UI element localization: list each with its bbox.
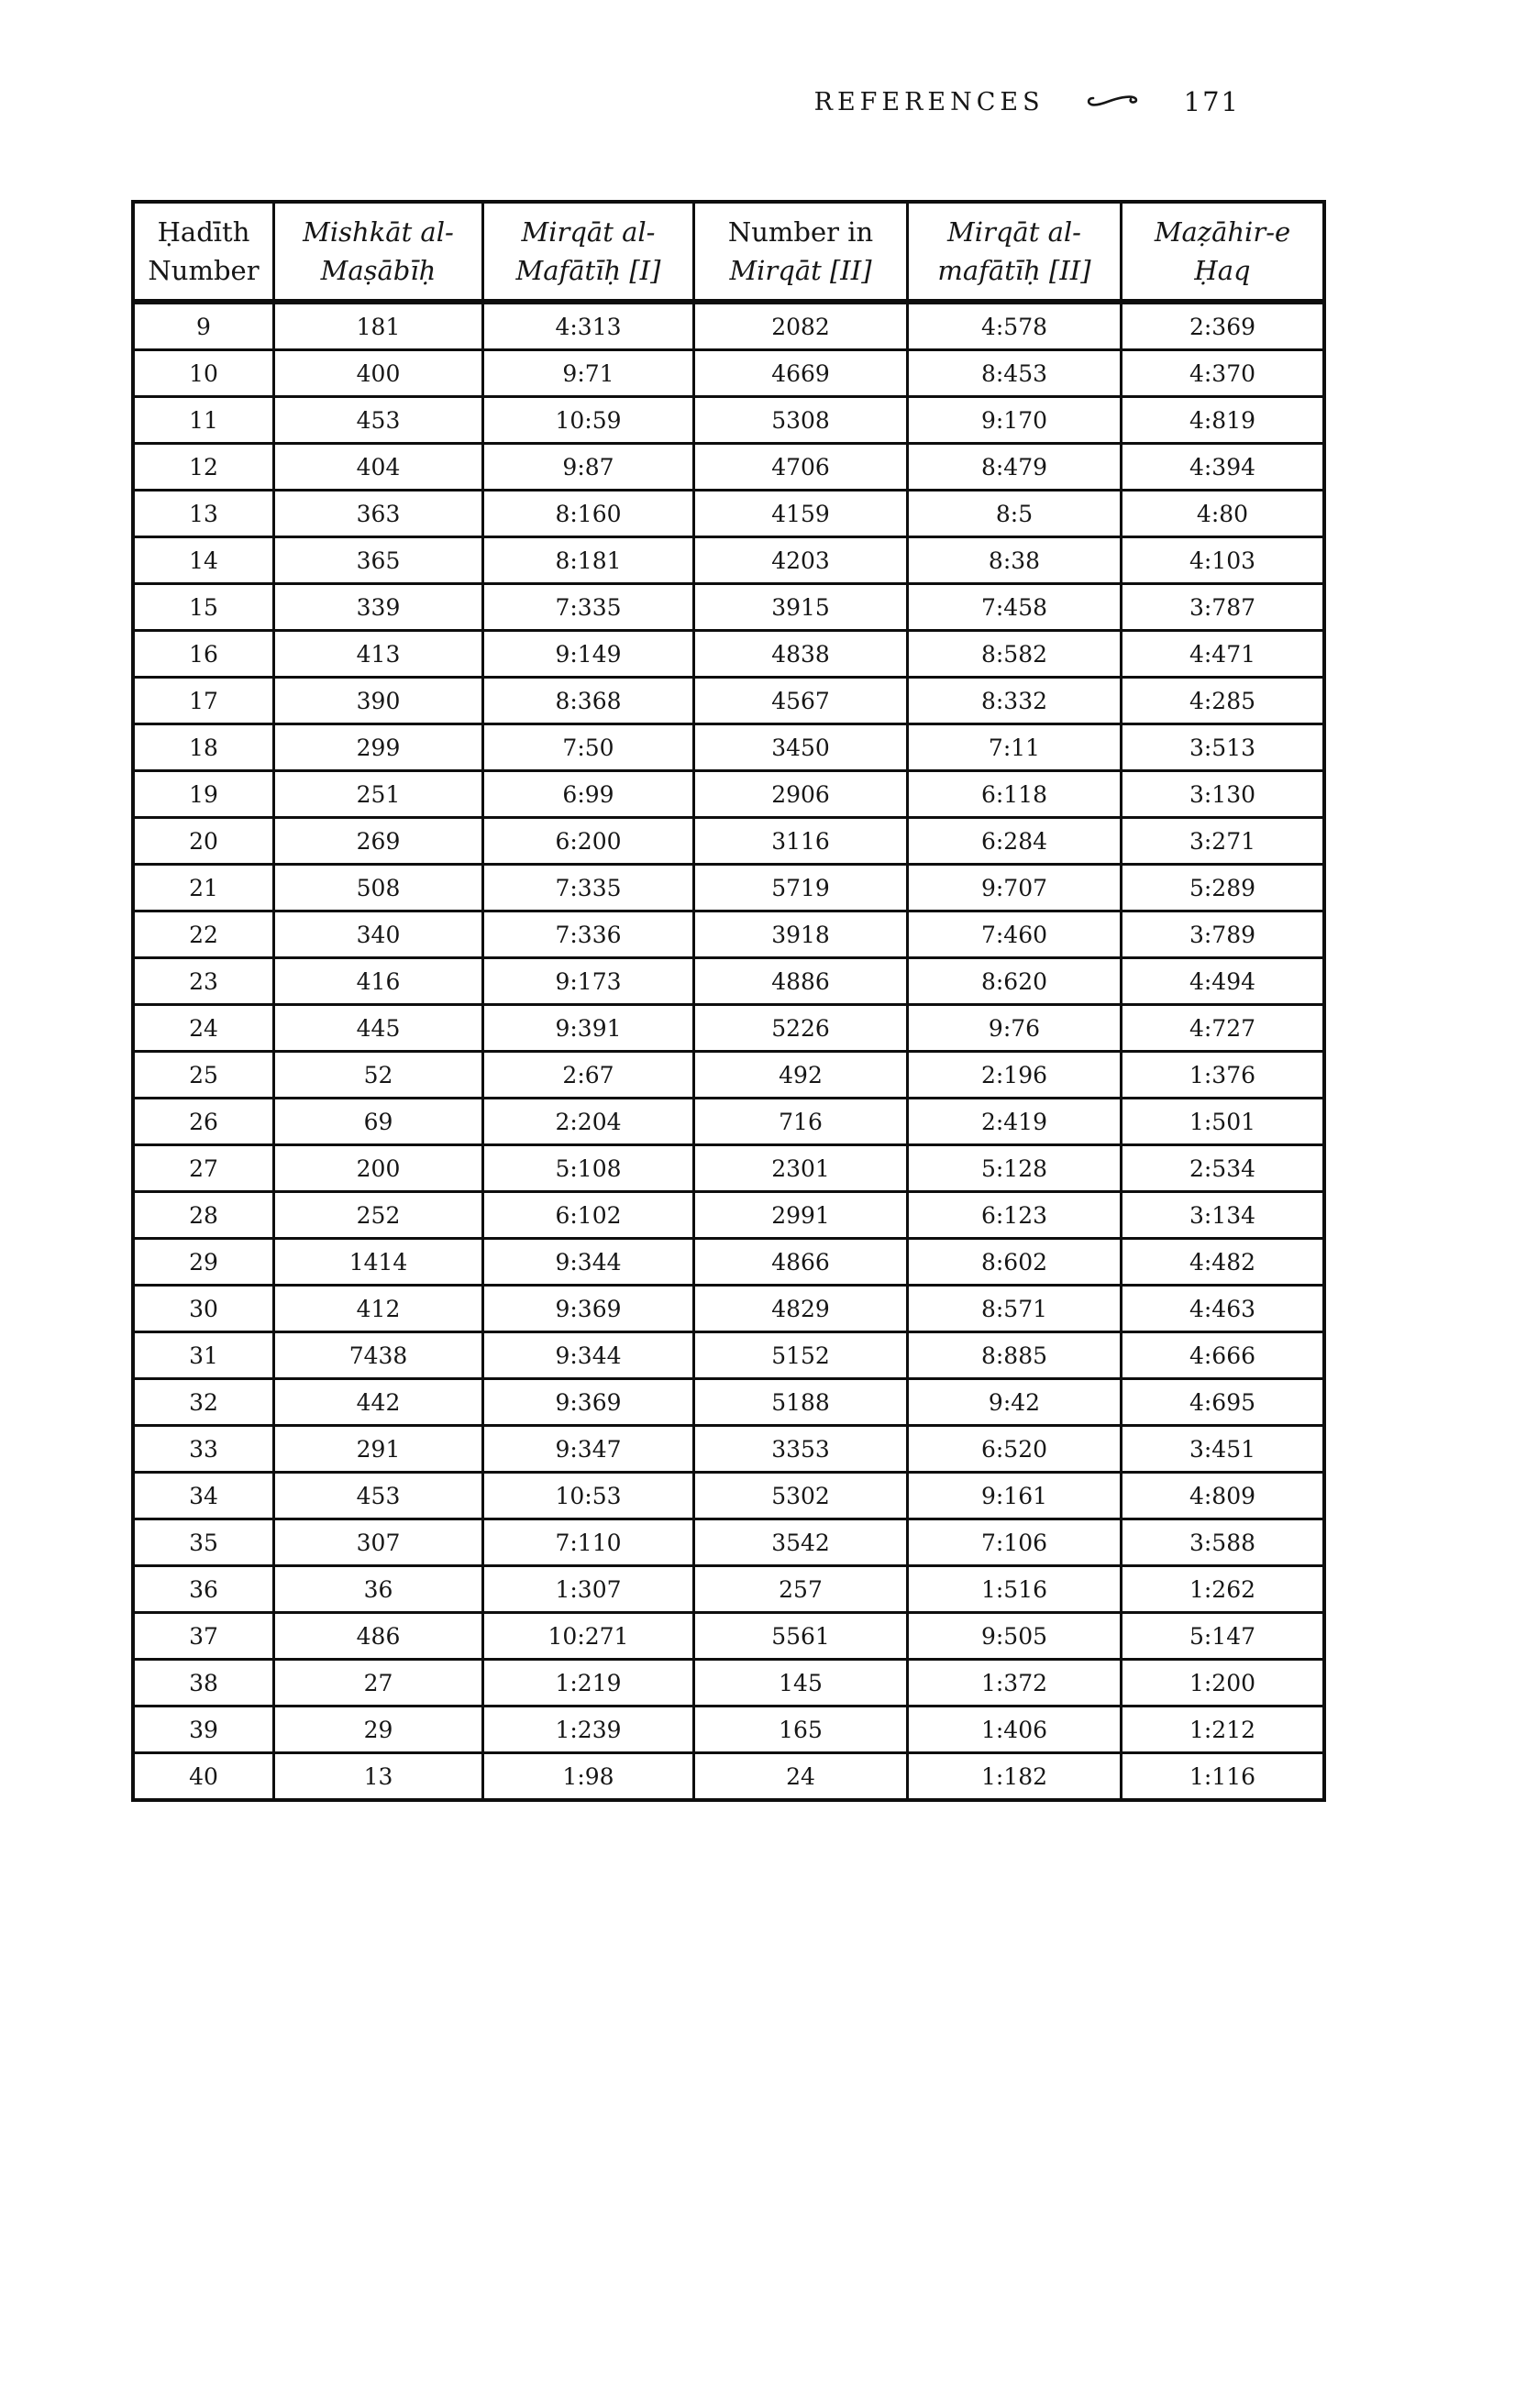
reference-cell: 3:130 <box>1122 771 1325 818</box>
reference-cell: 4:103 <box>1122 537 1325 584</box>
reference-cell: 69 <box>274 1099 483 1145</box>
reference-cell: 1:372 <box>908 1660 1122 1707</box>
reference-cell: 4866 <box>694 1239 908 1286</box>
reference-cell: 251 <box>274 771 483 818</box>
table-row <box>133 1099 1324 1145</box>
hadith-number-cell: 29 <box>133 1239 274 1286</box>
reference-cell: 4:819 <box>1122 397 1325 444</box>
reference-cell: 8:5 <box>908 491 1122 537</box>
reference-cell: 5719 <box>694 865 908 911</box>
column-header-line: Mishkāt al- <box>303 216 454 248</box>
column-header-5 <box>908 202 1122 302</box>
reference-cell: 4829 <box>694 1286 908 1332</box>
reference-cell: 7:110 <box>483 1519 694 1566</box>
hadith-number-cell: 31 <box>133 1332 274 1379</box>
column-header-line: Mafātīḥ [I] <box>515 255 661 286</box>
hadith-number-cell: 40 <box>133 1753 274 1801</box>
table-row <box>133 1239 1324 1286</box>
table-row <box>133 1426 1324 1473</box>
hadith-number-cell: 26 <box>133 1099 274 1145</box>
hadith-number-cell: 9 <box>133 302 274 350</box>
swash-ornament-icon <box>1085 90 1140 114</box>
table-row <box>133 1052 1324 1099</box>
reference-cell: 508 <box>274 865 483 911</box>
reference-cell: 416 <box>274 958 483 1005</box>
reference-cell: 145 <box>694 1660 908 1707</box>
table-row <box>133 631 1324 678</box>
reference-cell: 269 <box>274 818 483 865</box>
hadith-number-cell: 28 <box>133 1192 274 1239</box>
hadith-number-cell: 14 <box>133 537 274 584</box>
reference-cell: 9:161 <box>908 1473 1122 1519</box>
reference-cell: 9:344 <box>483 1239 694 1286</box>
reference-cell: 2:204 <box>483 1099 694 1145</box>
reference-cell: 9:347 <box>483 1426 694 1473</box>
reference-cell: 8:479 <box>908 444 1122 491</box>
column-header-line: Ḥaq <box>1194 255 1251 286</box>
reference-cell: 2991 <box>694 1192 908 1239</box>
reference-cell: 6:284 <box>908 818 1122 865</box>
reference-cell: 5188 <box>694 1379 908 1426</box>
reference-cell: 2906 <box>694 771 908 818</box>
hadith-number-cell: 20 <box>133 818 274 865</box>
hadith-number-cell: 35 <box>133 1519 274 1566</box>
reference-cell: 404 <box>274 444 483 491</box>
reference-cell: 8:602 <box>908 1239 1122 1286</box>
reference-cell: 4:494 <box>1122 958 1325 1005</box>
table-row <box>133 1145 1324 1192</box>
table-row <box>133 1566 1324 1613</box>
hadith-number-cell: 33 <box>133 1426 274 1473</box>
reference-cell: 8:160 <box>483 491 694 537</box>
reference-cell: 6:102 <box>483 1192 694 1239</box>
reference-cell: 1:200 <box>1122 1660 1325 1707</box>
reference-cell: 8:368 <box>483 678 694 724</box>
reference-cell: 5308 <box>694 397 908 444</box>
column-header-line: Mirqāt al- <box>521 216 656 248</box>
reference-cell: 29 <box>274 1707 483 1753</box>
hadith-number-cell: 15 <box>133 584 274 631</box>
reference-cell: 8:38 <box>908 537 1122 584</box>
table-row <box>133 302 1324 350</box>
running-head-title: REFERENCES <box>813 87 1045 116</box>
column-header-line: mafātīḥ [II] <box>937 255 1091 286</box>
hadith-number-cell: 13 <box>133 491 274 537</box>
reference-cell: 3:451 <box>1122 1426 1325 1473</box>
reference-cell: 1:219 <box>483 1660 694 1707</box>
reference-cell: 1:406 <box>908 1707 1122 1753</box>
reference-cell: 1:239 <box>483 1707 694 1753</box>
table-row <box>133 1192 1324 1239</box>
column-header-line: Mirqāt [II] <box>729 255 872 286</box>
reference-cell: 7438 <box>274 1332 483 1379</box>
column-header-1 <box>133 202 274 302</box>
reference-cell: 5:128 <box>908 1145 1122 1192</box>
reference-cell: 1:262 <box>1122 1566 1325 1613</box>
column-header-line: Ḥadīth <box>157 216 250 248</box>
reference-cell: 412 <box>274 1286 483 1332</box>
table-row <box>133 771 1324 818</box>
reference-cell: 3116 <box>694 818 908 865</box>
reference-cell: 2:369 <box>1122 302 1325 350</box>
table-row <box>133 1753 1324 1801</box>
hadith-number-cell: 19 <box>133 771 274 818</box>
reference-cell: 3918 <box>694 911 908 958</box>
hadith-number-cell: 10 <box>133 350 274 397</box>
column-header-line: Mirqāt al- <box>947 216 1081 248</box>
reference-cell: 200 <box>274 1145 483 1192</box>
reference-cell: 1:501 <box>1122 1099 1325 1145</box>
reference-cell: 445 <box>274 1005 483 1052</box>
reference-cell: 1:182 <box>908 1753 1122 1801</box>
reference-cell: 6:99 <box>483 771 694 818</box>
reference-cell: 4:695 <box>1122 1379 1325 1426</box>
table-row <box>133 444 1324 491</box>
reference-cell: 1:516 <box>908 1566 1122 1613</box>
table-row <box>133 1332 1324 1379</box>
reference-cell: 453 <box>274 1473 483 1519</box>
reference-cell: 9:505 <box>908 1613 1122 1660</box>
header-row <box>133 202 1324 302</box>
reference-cell: 4:578 <box>908 302 1122 350</box>
table-row <box>133 958 1324 1005</box>
reference-cell: 9:71 <box>483 350 694 397</box>
reference-cell: 8:620 <box>908 958 1122 1005</box>
reference-cell: 1:212 <box>1122 1707 1325 1753</box>
column-header-6 <box>1122 202 1325 302</box>
reference-cell: 339 <box>274 584 483 631</box>
table-row <box>133 911 1324 958</box>
table-row <box>133 397 1324 444</box>
reference-cell: 3542 <box>694 1519 908 1566</box>
reference-cell: 1:307 <box>483 1566 694 1613</box>
reference-cell: 7:460 <box>908 911 1122 958</box>
reference-cell: 1414 <box>274 1239 483 1286</box>
reference-cell: 7:11 <box>908 724 1122 771</box>
hadith-number-cell: 37 <box>133 1613 274 1660</box>
hadith-number-cell: 18 <box>133 724 274 771</box>
reference-cell: 4:666 <box>1122 1332 1325 1379</box>
reference-cell: 3:134 <box>1122 1192 1325 1239</box>
table-row <box>133 350 1324 397</box>
reference-cell: 36 <box>274 1566 483 1613</box>
hadith-number-cell: 25 <box>133 1052 274 1099</box>
reference-cell: 3450 <box>694 724 908 771</box>
reference-cell: 4:471 <box>1122 631 1325 678</box>
table-row <box>133 1519 1324 1566</box>
table-row <box>133 724 1324 771</box>
reference-cell: 9:369 <box>483 1379 694 1426</box>
reference-cell: 5:147 <box>1122 1613 1325 1660</box>
table-head <box>133 202 1324 302</box>
reference-cell: 9:87 <box>483 444 694 491</box>
hadith-number-cell: 16 <box>133 631 274 678</box>
reference-cell: 6:123 <box>908 1192 1122 1239</box>
table-row <box>133 818 1324 865</box>
reference-cell: 1:376 <box>1122 1052 1325 1099</box>
reference-cell: 7:335 <box>483 584 694 631</box>
column-header-2 <box>274 202 483 302</box>
reference-cell: 3:787 <box>1122 584 1325 631</box>
reference-cell: 9:369 <box>483 1286 694 1332</box>
reference-cell: 5226 <box>694 1005 908 1052</box>
reference-cell: 8:571 <box>908 1286 1122 1332</box>
reference-cell: 307 <box>274 1519 483 1566</box>
reference-cell: 9:42 <box>908 1379 1122 1426</box>
reference-cell: 257 <box>694 1566 908 1613</box>
reference-cell: 7:336 <box>483 911 694 958</box>
table-body <box>133 302 1324 1800</box>
reference-cell: 6:520 <box>908 1426 1122 1473</box>
reference-cell: 9:707 <box>908 865 1122 911</box>
reference-cell: 4:482 <box>1122 1239 1325 1286</box>
reference-cell: 291 <box>274 1426 483 1473</box>
hadith-number-cell: 21 <box>133 865 274 911</box>
reference-cell: 9:344 <box>483 1332 694 1379</box>
hadith-number-cell: 38 <box>133 1660 274 1707</box>
reference-cell: 4669 <box>694 350 908 397</box>
table-row <box>133 1005 1324 1052</box>
page-number: 171 <box>1183 86 1240 117</box>
reference-cell: 181 <box>274 302 483 350</box>
reference-cell: 2082 <box>694 302 908 350</box>
hadith-number-cell: 30 <box>133 1286 274 1332</box>
hadith-number-cell: 11 <box>133 397 274 444</box>
reference-cell: 3915 <box>694 584 908 631</box>
column-header-line: Number <box>148 255 260 286</box>
hadith-number-cell: 39 <box>133 1707 274 1753</box>
reference-cell: 4886 <box>694 958 908 1005</box>
reference-cell: 52 <box>274 1052 483 1099</box>
reference-cell: 4:285 <box>1122 678 1325 724</box>
reference-cell: 7:106 <box>908 1519 1122 1566</box>
reference-cell: 8:453 <box>908 350 1122 397</box>
reference-cell: 365 <box>274 537 483 584</box>
reference-cell: 10:271 <box>483 1613 694 1660</box>
reference-cell: 2301 <box>694 1145 908 1192</box>
reference-cell: 299 <box>274 724 483 771</box>
reference-cell: 3:513 <box>1122 724 1325 771</box>
reference-cell: 4:727 <box>1122 1005 1325 1052</box>
reference-cell: 2:419 <box>908 1099 1122 1145</box>
reference-cell: 390 <box>274 678 483 724</box>
reference-cell: 4:809 <box>1122 1473 1325 1519</box>
reference-cell: 24 <box>694 1753 908 1801</box>
reference-cell: 3:588 <box>1122 1519 1325 1566</box>
reference-cell: 8:582 <box>908 631 1122 678</box>
hadith-number-cell: 24 <box>133 1005 274 1052</box>
reference-cell: 5:289 <box>1122 865 1325 911</box>
reference-cell: 4:370 <box>1122 350 1325 397</box>
reference-cell: 3:789 <box>1122 911 1325 958</box>
table-row <box>133 678 1324 724</box>
hadith-number-cell: 36 <box>133 1566 274 1613</box>
table-row <box>133 584 1324 631</box>
reference-cell: 442 <box>274 1379 483 1426</box>
table-row <box>133 1707 1324 1753</box>
hadith-number-cell: 34 <box>133 1473 274 1519</box>
reference-cell: 10:53 <box>483 1473 694 1519</box>
reference-cell: 5302 <box>694 1473 908 1519</box>
reference-cell: 1:116 <box>1122 1753 1325 1801</box>
reference-cell: 4706 <box>694 444 908 491</box>
reference-cell: 9:391 <box>483 1005 694 1052</box>
hadith-number-cell: 27 <box>133 1145 274 1192</box>
reference-cell: 8:885 <box>908 1332 1122 1379</box>
reference-cell: 9:149 <box>483 631 694 678</box>
reference-cell: 2:67 <box>483 1052 694 1099</box>
table-row <box>133 1660 1324 1707</box>
column-header-line: Number in <box>727 216 874 248</box>
reference-cell: 2:196 <box>908 1052 1122 1099</box>
reference-cell: 252 <box>274 1192 483 1239</box>
reference-cell: 486 <box>274 1613 483 1660</box>
reference-cell: 9:173 <box>483 958 694 1005</box>
reference-cell: 5561 <box>694 1613 908 1660</box>
reference-cell: 453 <box>274 397 483 444</box>
reference-cell: 4838 <box>694 631 908 678</box>
reference-cell: 4:313 <box>483 302 694 350</box>
reference-cell: 9:170 <box>908 397 1122 444</box>
reference-cell: 4:394 <box>1122 444 1325 491</box>
reference-cell: 340 <box>274 911 483 958</box>
reference-cell: 8:332 <box>908 678 1122 724</box>
table-row <box>133 537 1324 584</box>
references-table <box>131 200 1326 1802</box>
column-header-line: Maẓāhir-e <box>1154 216 1291 248</box>
table-row <box>133 1473 1324 1519</box>
reference-cell: 4203 <box>694 537 908 584</box>
reference-cell: 716 <box>694 1099 908 1145</box>
reference-cell: 13 <box>274 1753 483 1801</box>
table-row <box>133 1613 1324 1660</box>
reference-cell: 9:76 <box>908 1005 1122 1052</box>
reference-cell: 363 <box>274 491 483 537</box>
hadith-number-cell: 32 <box>133 1379 274 1426</box>
reference-cell: 6:118 <box>908 771 1122 818</box>
reference-cell: 27 <box>274 1660 483 1707</box>
reference-cell: 413 <box>274 631 483 678</box>
reference-cell: 5152 <box>694 1332 908 1379</box>
hadith-number-cell: 17 <box>133 678 274 724</box>
reference-cell: 3:271 <box>1122 818 1325 865</box>
reference-cell: 7:50 <box>483 724 694 771</box>
table-row <box>133 491 1324 537</box>
reference-cell: 4567 <box>694 678 908 724</box>
reference-cell: 1:98 <box>483 1753 694 1801</box>
hadith-number-cell: 22 <box>133 911 274 958</box>
column-header-line: Maṣābīḥ <box>320 255 437 286</box>
table-row <box>133 1379 1324 1426</box>
reference-cell: 4:80 <box>1122 491 1325 537</box>
reference-cell: 4159 <box>694 491 908 537</box>
reference-cell: 8:181 <box>483 537 694 584</box>
table-row <box>133 1286 1324 1332</box>
reference-cell: 2:534 <box>1122 1145 1325 1192</box>
reference-cell: 10:59 <box>483 397 694 444</box>
column-header-4 <box>694 202 908 302</box>
reference-cell: 165 <box>694 1707 908 1753</box>
reference-cell: 6:200 <box>483 818 694 865</box>
reference-cell: 492 <box>694 1052 908 1099</box>
column-header-3 <box>483 202 694 302</box>
table-row <box>133 865 1324 911</box>
hadith-number-cell: 23 <box>133 958 274 1005</box>
reference-cell: 7:458 <box>908 584 1122 631</box>
reference-cell: 3353 <box>694 1426 908 1473</box>
hadith-number-cell: 12 <box>133 444 274 491</box>
running-head <box>814 86 1240 117</box>
reference-cell: 4:463 <box>1122 1286 1325 1332</box>
reference-cell: 5:108 <box>483 1145 694 1192</box>
reference-cell: 400 <box>274 350 483 397</box>
reference-cell: 7:335 <box>483 865 694 911</box>
